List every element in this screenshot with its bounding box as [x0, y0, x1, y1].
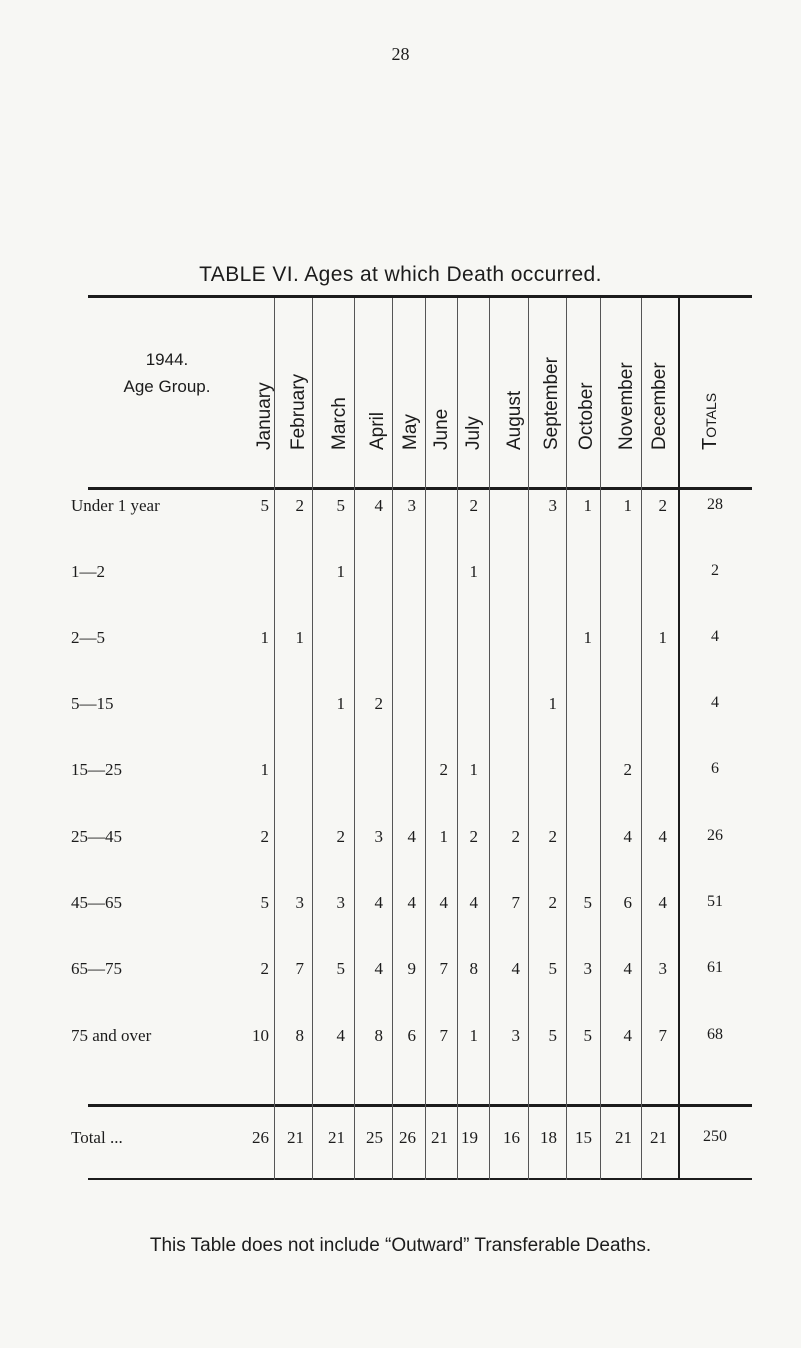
month-header-april: April	[367, 411, 388, 450]
table-row-5-cell-april: 3	[374, 827, 383, 846]
table-row-3-total: 4	[711, 694, 719, 711]
month-header-august: August	[504, 390, 525, 450]
header-label	[92, 346, 242, 400]
table-row-5-cell-august: 2	[511, 827, 520, 846]
table-row-6-cell-september: 2	[548, 893, 557, 912]
table-row-7-cell-march: 5	[336, 959, 345, 978]
table-title: TABLE VI. Ages at which Death occurred.	[199, 263, 602, 286]
column-divider	[600, 298, 601, 1180]
body-rule	[88, 1104, 752, 1107]
table-row-8-cell-february: 8	[295, 1026, 304, 1045]
table-row-5-cell-september: 2	[548, 827, 557, 846]
header-rule	[88, 487, 752, 490]
table-row-0-cell-may: 3	[407, 496, 416, 515]
total-row-cell-august: 16	[503, 1128, 520, 1147]
table-row-8-cell-may: 6	[407, 1026, 416, 1045]
table-row-7-total: 61	[707, 959, 723, 976]
table-row-0-cell-november: 1	[623, 496, 632, 515]
bottom-rule	[88, 1178, 752, 1180]
table-row-6-cell-december: 4	[658, 893, 667, 912]
table-row-7-label: 65—75	[71, 959, 122, 978]
total-row-cell-april: 25	[366, 1128, 383, 1147]
table-row-2-cell-february: 1	[295, 628, 304, 647]
month-header-may: May	[400, 414, 421, 450]
column-divider	[641, 298, 642, 1180]
total-row-cell-december: 21	[650, 1128, 667, 1147]
table-row-7-cell-november: 4	[623, 959, 632, 978]
table-row-7-cell-june: 7	[439, 959, 448, 978]
month-header-november: November	[616, 362, 637, 450]
table-row-5-cell-march: 2	[336, 827, 345, 846]
table-row-7-cell-july: 8	[469, 959, 478, 978]
month-header-october: October	[576, 382, 597, 450]
table-row-8-cell-january: 10	[252, 1026, 269, 1045]
month-header-december: December	[649, 362, 670, 450]
table-row-4-cell-june: 2	[439, 760, 448, 779]
table-row-3-cell-september: 1	[548, 694, 557, 713]
table-row-0-label: Under 1 year	[71, 496, 160, 515]
table-row-8-cell-november: 4	[623, 1026, 632, 1045]
table-row-1-cell-march: 1	[336, 562, 345, 581]
header-age-group: Age Group.	[123, 377, 211, 396]
table-row-8-cell-april: 8	[374, 1026, 383, 1045]
table-row-0-cell-january: 5	[260, 496, 269, 515]
table-row-7-cell-september: 5	[548, 959, 557, 978]
table-row-0-cell-february: 2	[295, 496, 304, 515]
table-row-6-cell-may: 4	[407, 893, 416, 912]
table-row-8-cell-september: 5	[548, 1026, 557, 1045]
table-row-7-cell-october: 3	[583, 959, 592, 978]
table-row-1-total: 2	[711, 562, 719, 579]
table-row-2-cell-october: 1	[583, 628, 592, 647]
column-divider	[392, 298, 393, 1180]
table-row-5-cell-july: 2	[469, 827, 478, 846]
month-header-september: September	[541, 357, 562, 450]
month-header-february: February	[288, 373, 309, 450]
total-row-cell-september: 18	[540, 1128, 557, 1147]
table-row-7-cell-may: 9	[407, 959, 416, 978]
table-row-0-cell-october: 1	[583, 496, 592, 515]
table-row-5-cell-november: 4	[623, 827, 632, 846]
table-row-6-cell-june: 4	[439, 893, 448, 912]
column-divider	[425, 298, 426, 1180]
table-row-2-cell-december: 1	[658, 628, 667, 647]
table-row-4-label: 15—25	[71, 760, 122, 779]
table-row-3-cell-april: 2	[374, 694, 383, 713]
page-number: 28	[391, 44, 410, 64]
table-row-1-cell-july: 1	[469, 562, 478, 581]
month-header-july: July	[463, 416, 484, 450]
table-row-2-label: 2—5	[71, 628, 105, 647]
table-row-8-cell-december: 7	[658, 1026, 667, 1045]
column-divider	[457, 298, 458, 1180]
table-row-7-cell-february: 7	[295, 959, 304, 978]
table-row-0-total: 28	[707, 496, 723, 513]
month-header-march: March	[329, 397, 350, 450]
table-row-3-label: 5—15	[71, 694, 114, 713]
table-row-6-cell-april: 4	[374, 893, 383, 912]
table-row-4-cell-january: 1	[260, 760, 269, 779]
totals-divider	[678, 295, 680, 1180]
table-row-8-cell-august: 3	[511, 1026, 520, 1045]
total-row-cell-november: 21	[615, 1128, 632, 1147]
month-header-june: June	[431, 408, 452, 450]
table-row-4-total: 6	[711, 760, 719, 777]
table-row-3-cell-march: 1	[336, 694, 345, 713]
table-row-6-cell-july: 4	[469, 893, 478, 912]
table-row-0-cell-april: 4	[374, 496, 383, 515]
top-rule	[88, 295, 752, 298]
header-year: 1944.	[145, 350, 189, 369]
table-row-4-cell-july: 1	[469, 760, 478, 779]
column-divider	[566, 298, 567, 1180]
column-divider	[354, 298, 355, 1180]
total-row-label: Total ...	[71, 1128, 123, 1147]
table-row-7-cell-december: 3	[658, 959, 667, 978]
total-row-cell-july: 19	[461, 1128, 478, 1147]
table-row-5-total: 26	[707, 827, 723, 844]
month-header-january: January	[254, 382, 275, 450]
table-row-5-cell-june: 1	[439, 827, 448, 846]
total-row-cell-june: 21	[431, 1128, 448, 1147]
total-row-cell-january: 26	[252, 1128, 269, 1147]
table-row-4-cell-november: 2	[623, 760, 632, 779]
table-row-6-cell-november: 6	[623, 893, 632, 912]
table-row-6-cell-october: 5	[583, 893, 592, 912]
table-row-0-cell-december: 2	[658, 496, 667, 515]
table-row-0-cell-september: 3	[548, 496, 557, 515]
column-divider	[312, 298, 313, 1180]
table-row-8-label: 75 and over	[71, 1026, 152, 1045]
column-divider	[489, 298, 490, 1180]
totals-header: Totals	[699, 392, 721, 450]
footnote: This Table does not include “Outward” Transferable Deaths.	[149, 1235, 652, 1256]
table-row-6-cell-february: 3	[295, 893, 304, 912]
table-row-0-cell-july: 2	[469, 496, 478, 515]
total-row-cell-march: 21	[328, 1128, 345, 1147]
total-row-cell-february: 21	[287, 1128, 304, 1147]
table-row-7-cell-april: 4	[374, 959, 383, 978]
table-row-6-cell-august: 7	[511, 893, 520, 912]
table-row-2-total: 4	[711, 628, 719, 645]
total-row-total: 250	[703, 1128, 727, 1145]
table-row-1-label: 1—2	[71, 562, 105, 581]
table-row-5-cell-january: 2	[260, 827, 269, 846]
table-row-8-cell-june: 7	[439, 1026, 448, 1045]
table-row-7-cell-august: 4	[511, 959, 520, 978]
table-row-5-label: 25—45	[71, 827, 122, 846]
total-row-cell-october: 15	[575, 1128, 592, 1147]
table-row-6-cell-march: 3	[336, 893, 345, 912]
table-row-6-total: 51	[707, 893, 723, 910]
column-divider	[528, 298, 529, 1180]
table-row-8-cell-october: 5	[583, 1026, 592, 1045]
table-row-5-cell-december: 4	[658, 827, 667, 846]
table-row-7-cell-january: 2	[260, 959, 269, 978]
table-row-8-total: 68	[707, 1026, 723, 1043]
table-row-8-cell-july: 1	[469, 1026, 478, 1045]
table-row-6-label: 45—65	[71, 893, 122, 912]
table-row-2-cell-january: 1	[260, 628, 269, 647]
table-row-8-cell-march: 4	[336, 1026, 345, 1045]
total-row-cell-may: 26	[399, 1128, 416, 1147]
table-row-6-cell-january: 5	[260, 893, 269, 912]
table-row-5-cell-may: 4	[407, 827, 416, 846]
table-row-0-cell-march: 5	[336, 496, 345, 515]
